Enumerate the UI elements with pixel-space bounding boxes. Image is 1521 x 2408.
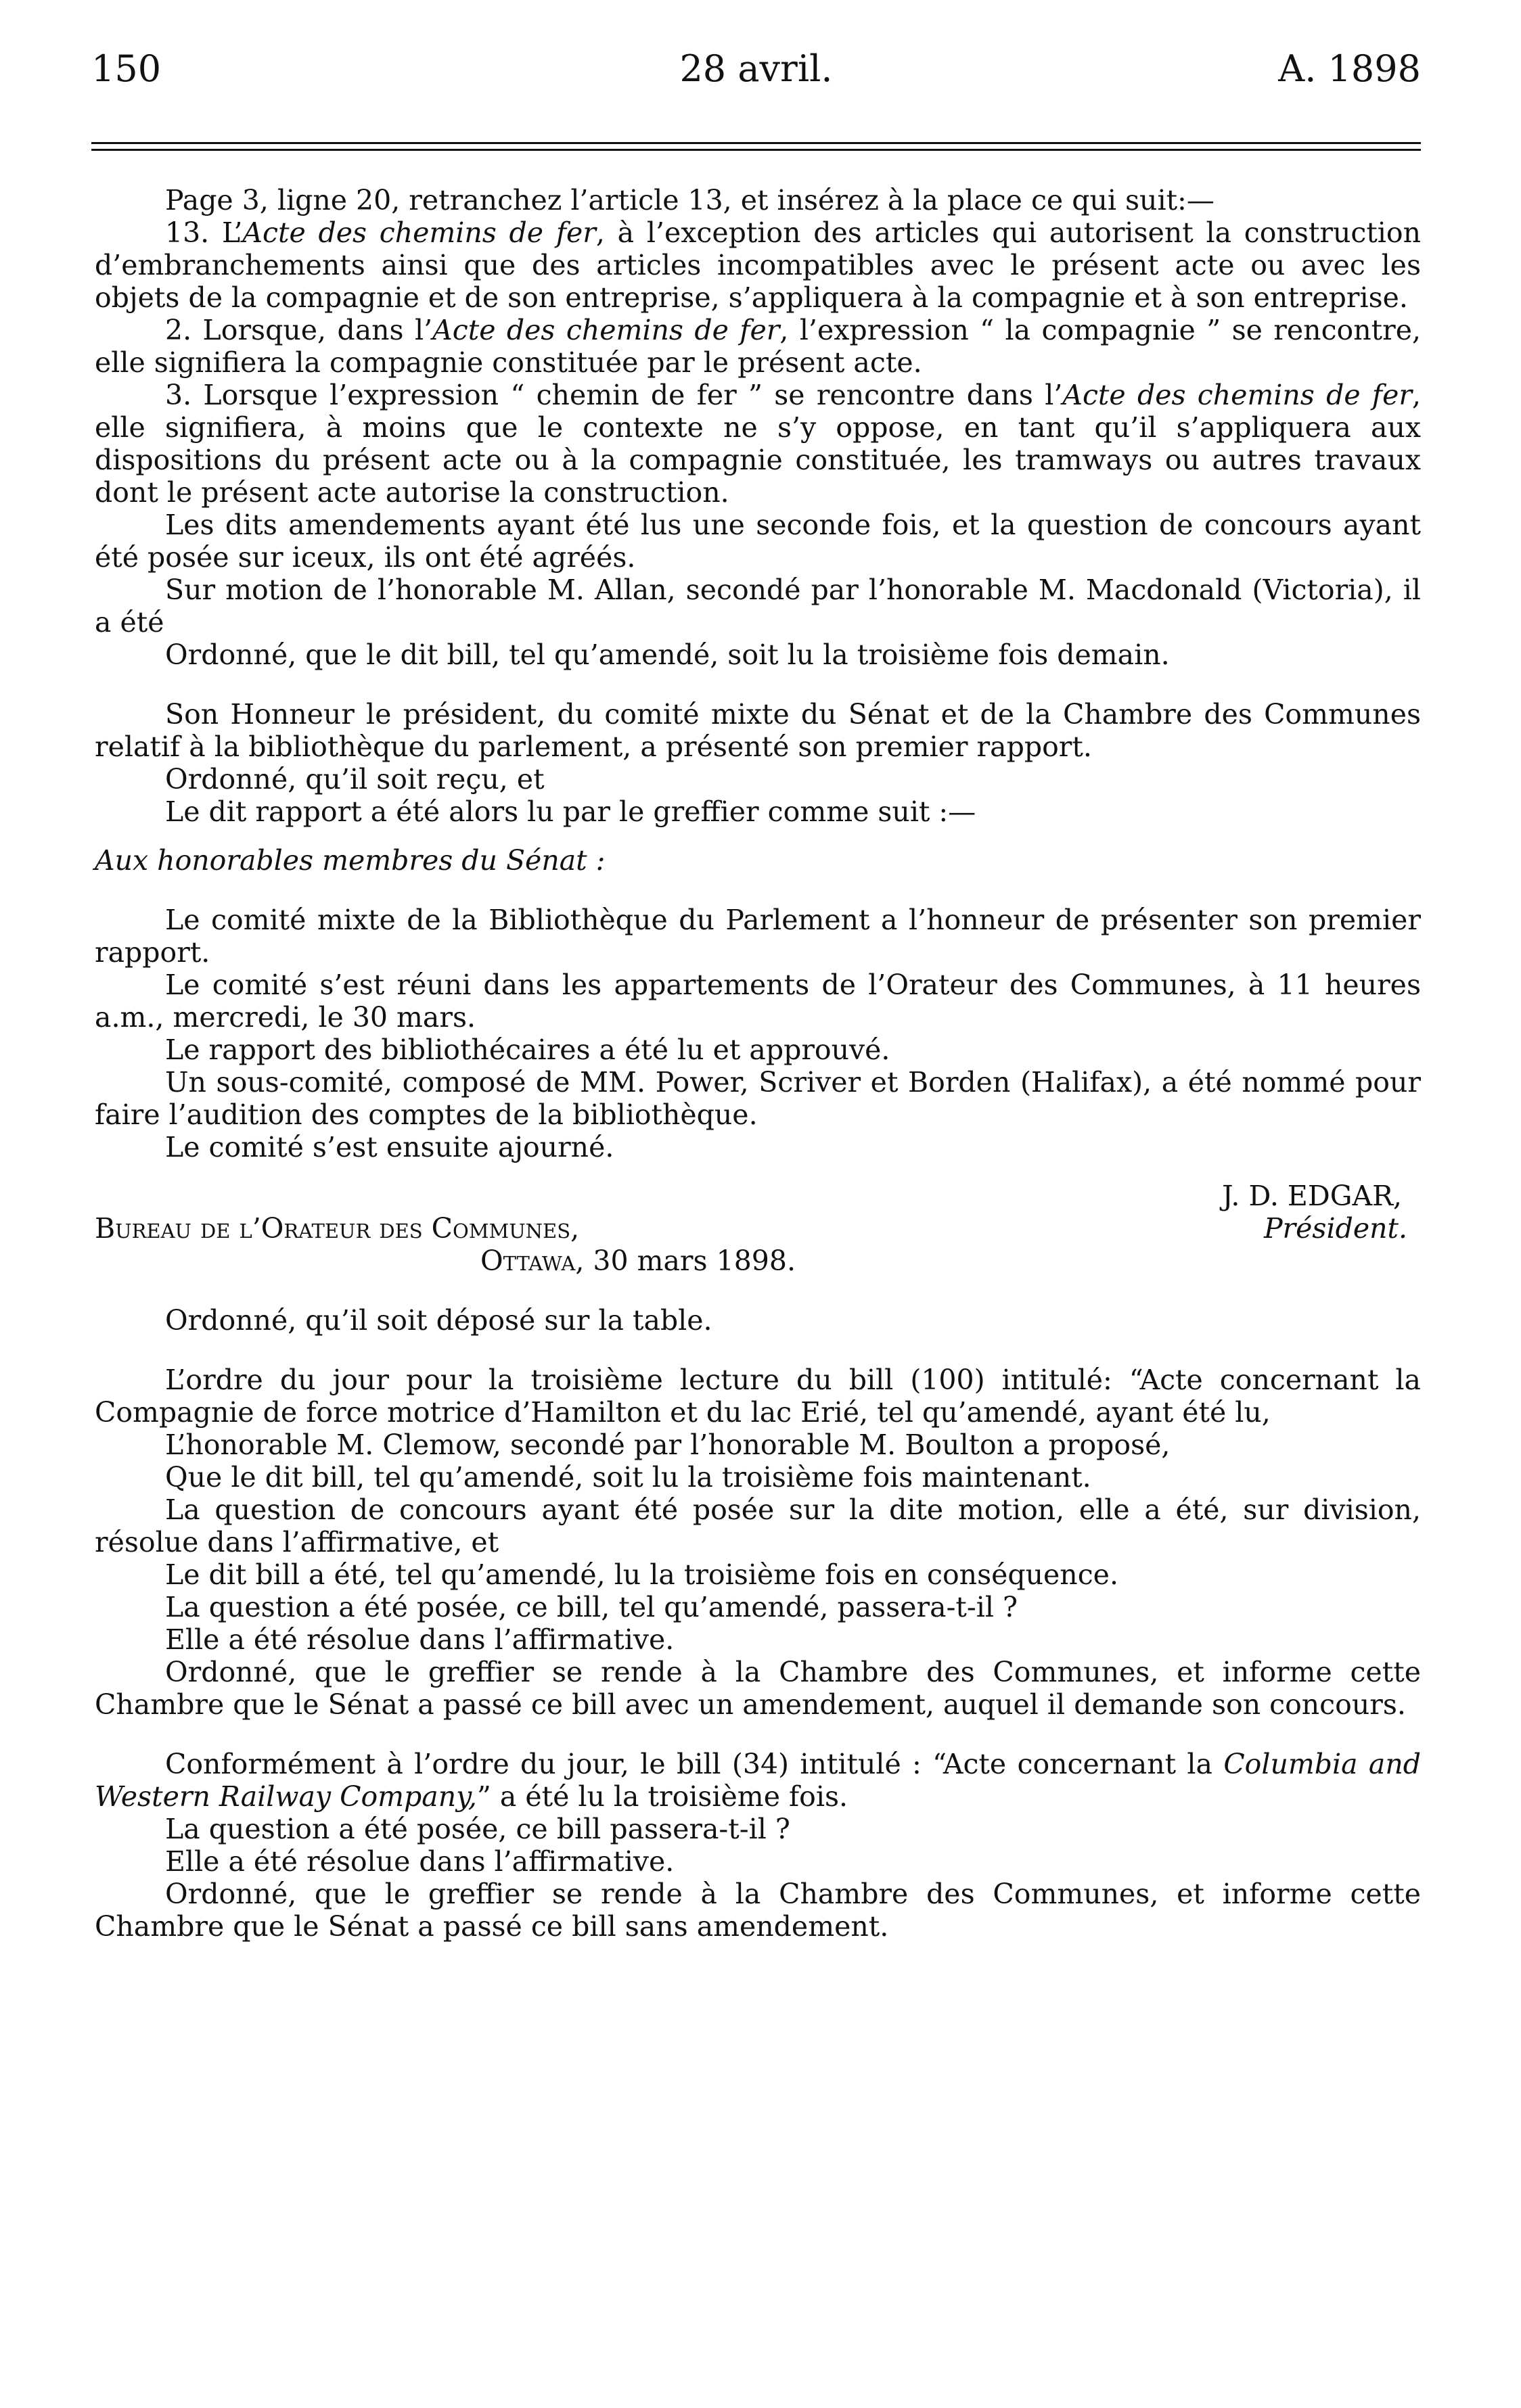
hamilton-motion: L’honorable M. Clemow, secondé par l’honorable M. Boulton a proposé, [165,1429,1171,1461]
clause-13-act-title: Acte des chemins de fer [242,216,596,249]
motion-allan: Sur motion de l’honorable M. Allan, secondé par l’honorable M. Macdonald (Victoria), il a été [95,574,1421,639]
amendment-intro: Page 3, ligne 20, retranchez l’article 13, et insérez à la place ce qui suit:— [165,184,1214,216]
header-date: 28 avril. [679,47,833,90]
hamilton-resolved: Elle a été résolue dans l’affirmative. [165,1623,675,1656]
columbia-prefix: Conformément à l’ordre du jour, le bill (34) intitulé : “Acte concernant la [165,1748,1224,1780]
page-number: 150 [91,47,162,90]
clause-2-act-title: Acte des chemins de fer [432,314,780,346]
place-city: Ottawa, [480,1245,585,1277]
clause-13-text: , à l’exception des articles qui autorisent la construction d’embranchements ainsi que des articles incompatibles avec le présent acte ou avec les objets de la compagnie et de son entreprise, s’appliquera à la compagnie et à son entreprise. [95,216,1421,314]
signature-name: J. D. EDGAR, [1222,1180,1402,1212]
columbia-bill-reading [95,1748,1421,1813]
hamilton-order-commons: Ordonné, que le greffier se rende à la Chambre des Communes, et informe cette Chambre que le Sénat a passé ce bill avec un amendement, auquel il demande son concours. [95,1656,1421,1721]
report-paragraph: Un sous-comité, composé de MM. Power, Scriver et Borden (Halifax), a été nommé pour faire l’audition des comptes de la bibliothèque. [95,1066,1421,1131]
section-gap [95,1163,1421,1180]
section-gap [95,1721,1421,1748]
running-header [91,47,1421,91]
columbia-company-name: Columbia and Western Railway Company, [95,1748,1421,1813]
report-paragraph: Le rapport des bibliothécaires a été lu et approuvé. [165,1034,890,1066]
report-paragraph: Le comité mixte de la Bibliothèque du Parlement a l’honneur de présenter son premier rapport. [95,904,1421,969]
columbia-order-commons: Ordonné, que le greffier se rende à la Chambre des Communes, et informe cette Chambre que le Sénat a passé ce bill sans amendement. [95,1878,1421,1943]
hamilton-question: La question a été posée, ce bill, tel qu’amendé, passera-t-il ? [165,1591,1018,1623]
order-deposited: Ordonné, qu’il soit déposé sur la table. [165,1304,712,1337]
clause-3-act-title: Acte des chemins de fer [1062,379,1412,411]
amendment-clause-3 [95,379,1421,509]
section-gap [95,671,1421,698]
clause-3-text: , elle signifiera, à moins que le contexte ne s’y oppose, en tant qu’il s’appliquera aux dispositions du présent acte ou à la compagnie constituée, les tramways ou autres travaux dont le présent acte autorise la construction. [95,379,1422,509]
amendments-agreed: Les dits amendements ayant été lus une seconde fois, et la question de concours ayant été posée sur iceux, ils ont été agréés. [95,509,1421,574]
signature-title-row [95,1212,1421,1245]
order-third-reading: Ordonné, que le dit bill, tel qu’amendé, soit lu la troisième fois demain. [165,639,1170,671]
hamilton-motion-text: Que le dit bill, tel qu’amendé, soit lu la troisième fois maintenant. [165,1461,1091,1494]
section-gap [95,1337,1421,1364]
library-report-read: Le dit rapport a été alors lu par le greffier comme suit :— [165,795,976,828]
signature-name-row [95,1180,1421,1212]
hamilton-third-reading: Le dit bill a été, tel qu’amendé, lu la troisième fois en conséquence. [165,1558,1118,1591]
library-order-received: Ordonné, qu’il soit reçu, et [165,763,545,795]
signature-title: Président. [1263,1212,1407,1245]
hamilton-bill-reading: L’ordre du jour pour la troisième lecture du bill (100) intitulé: “Acte concernant la Compagnie de force motrice d’Hamilton et du lac Erié, tel qu’amendé, ayant été lu, [95,1364,1421,1429]
clause-2-text: , l’expression “ la compagnie ” se rencontre, elle signifiera la compagnie constituée par le présent acte. [95,314,1422,379]
report-paragraph: Le comité s’est ensuite ajourné. [165,1131,614,1163]
columbia-resolved: Elle a été résolue dans l’affirmative. [165,1845,675,1878]
columbia-rest: ” a été lu la troisième fois. [476,1780,848,1813]
place-date: 30 mars 1898. [593,1245,796,1277]
section-gap [95,877,1421,904]
bureau-line: Bureau de l’Orateur des Communes, [95,1212,580,1245]
header-rule-bottom [91,149,1421,151]
clause-3-prefix: 3. Lorsque l’expression “ chemin de fer ” se rencontre dans l’ [165,379,1063,411]
amendment-clause-2 [95,314,1421,379]
report-paragraph: Le comité s’est réuni dans les appartements de l’Orateur des Communes, à 11 heures a.m., mercredi, le 30 mars. [95,969,1421,1034]
header-rule-top [91,142,1421,144]
salutation: Aux honorables membres du Sénat : [95,844,606,877]
library-report-presented: Son Honneur le président, du comité mixte du Sénat et de la Chambre des Communes relatif à la bibliothèque du parlement, a présenté son premier rapport. [95,698,1421,763]
clause-13-prefix: 13. L’ [165,216,243,249]
header-year: A. 1898 [1278,47,1421,90]
columbia-question: La question a été posée, ce bill passera-t-il ? [165,1813,790,1845]
amendment-clause-13 [95,216,1421,314]
place-date-line [95,1245,1421,1277]
hamilton-division: La question de concours ayant été posée sur la dite motion, elle a été, sur division, résolue dans l’affirmative, et [95,1494,1421,1558]
section-gap [95,1277,1421,1304]
clause-2-prefix: 2. Lorsque, dans l’ [165,314,433,346]
page-body [95,184,1421,1943]
section-gap [95,828,1421,844]
